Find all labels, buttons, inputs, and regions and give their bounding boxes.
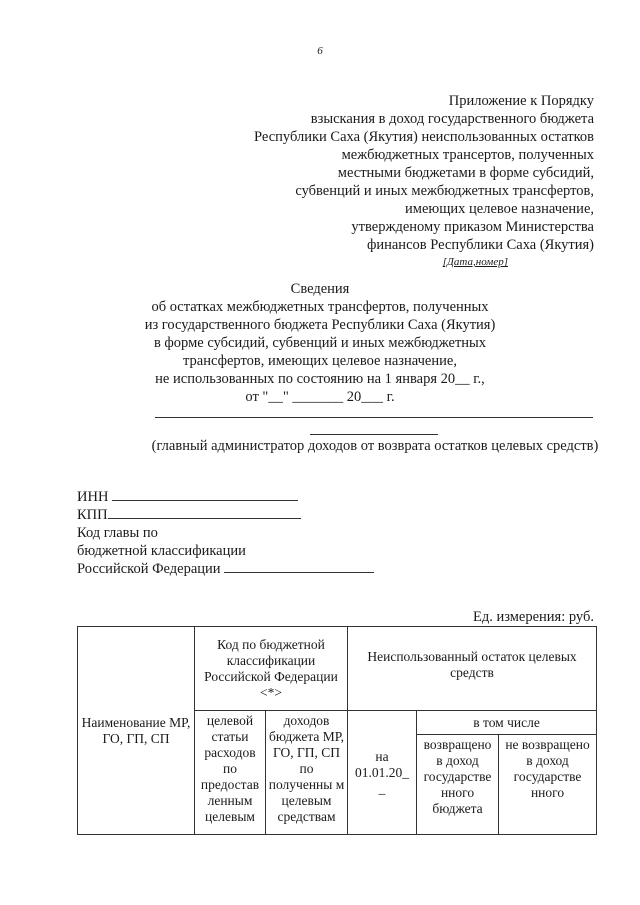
title-date-line: от "__" _______ 20___ г.	[245, 389, 395, 405]
kbk-expense-header: целевой статьи расходов по предостав ленным целевым	[195, 711, 266, 835]
col-name-header: Наименование МР, ГО, ГП, СП	[78, 627, 195, 835]
as-of-header: на 01.01.20_ _	[348, 711, 417, 835]
appendix-line: Республики Саха (Якутия) неиспользованных остатков	[254, 129, 594, 145]
appendix-line: местными бюджетами в форме субсидий,	[337, 165, 594, 181]
appendix-line: межбюджетных трансертов, полученных	[341, 147, 594, 163]
unused-header: Неиспользованный остаток целевых средств	[348, 627, 597, 711]
code-field[interactable]	[224, 560, 374, 573]
code-label: Российской Федерации	[77, 561, 221, 577]
returned-header: возвращено в доход государстве нного бюджета	[417, 735, 499, 835]
inn-label: ИНН	[77, 489, 109, 505]
appendix-ref: [Дата,номер]	[442, 256, 508, 268]
inn-field[interactable]	[112, 488, 298, 501]
appendix-line: финансов Республики Саха (Якутия)	[366, 237, 594, 253]
inn-row	[77, 488, 374, 506]
appendix-block	[174, 92, 594, 270]
kbk-income-header: доходов бюджета МР, ГО, ГП, СП по полученны м целевым средствам	[266, 711, 348, 835]
kpp-label: КПП	[77, 507, 108, 523]
code-label-line: Код главы по	[77, 525, 158, 541]
appendix-line: субвенций и иных межбюджетных трансфертов,	[295, 183, 594, 199]
units-label: Ед. измерения: руб.	[472, 609, 594, 625]
title-line: об остатках межбюджетных трансфертов, полученных	[151, 299, 489, 315]
title-heading: Сведения	[290, 281, 350, 297]
requisites-block	[77, 488, 374, 578]
kpp-row	[77, 506, 374, 524]
appendix-line: Приложение к Порядку	[448, 93, 594, 109]
administrator-underline	[155, 417, 593, 418]
title-line: из государственного бюджета Республики Саха (Якутия)	[144, 317, 496, 333]
appendix-line: утвержденому приказом Министерства	[351, 219, 594, 235]
data-table	[77, 626, 597, 835]
administrator-underline-short	[310, 434, 438, 435]
kpp-field[interactable]	[108, 506, 301, 519]
code-row	[77, 560, 374, 578]
appendix-line: взыскания в доход государственного бюджета	[310, 111, 594, 127]
title-line: не использованных по состоянию на 1 января 20__ г.,	[155, 371, 485, 387]
administrator-caption: (главный администратор доходов от возврата остатков целевых средств)	[151, 438, 599, 454]
code-label-line: бюджетной классификации	[77, 543, 246, 559]
kbk-header: Код по бюджетной классификации Российской Федерации <*>	[195, 627, 348, 711]
page-number: 6	[317, 45, 323, 57]
including-header: в том числе	[417, 711, 597, 735]
document-title	[0, 280, 640, 406]
appendix-line: имеющих целевое назначение,	[405, 201, 594, 217]
title-line: в форме субсидий, субвенций и иных межбюджетных	[153, 335, 487, 351]
not-returned-header: не возвращено в доход государстве нного	[499, 735, 597, 835]
title-line: трансфертов, имеющих целевое назначение,	[183, 353, 457, 369]
